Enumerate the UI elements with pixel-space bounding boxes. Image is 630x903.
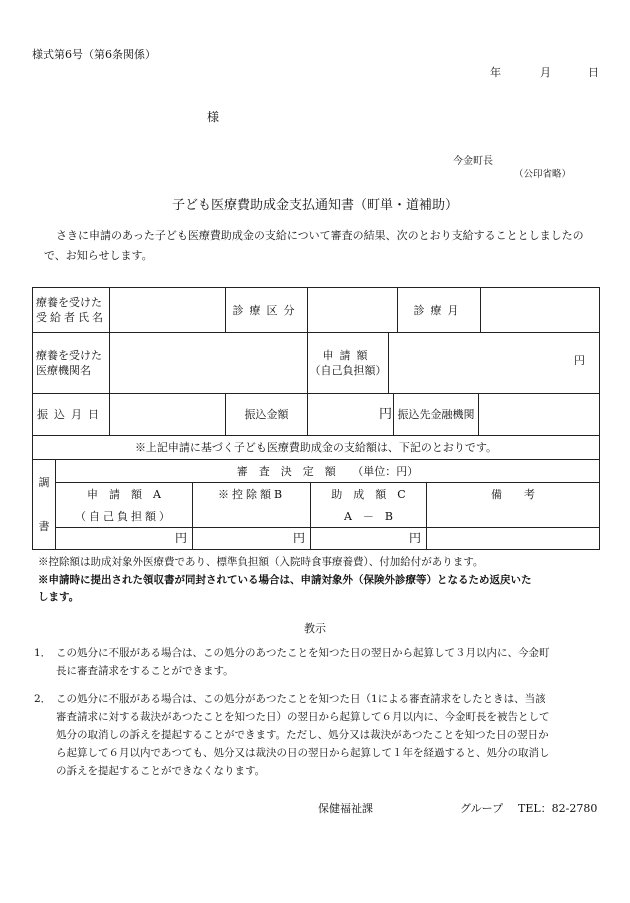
receipt-note-line1: ※申請時に提出された領収書が同封されている場合は、申請対象外（保険外診療等）となるため返戻いた <box>38 574 532 586</box>
addressee-suffix: 様 <box>207 110 220 124</box>
footer-department: 保健福祉課 <box>318 802 373 815</box>
recipient-name-value[interactable] <box>110 288 224 332</box>
review-side-label: 調 書 <box>38 475 50 534</box>
transfer-date-label: 振込月日 <box>37 408 105 421</box>
instruction-item-1: この処分に不服がある場合は、この処分のあつたことを知つた日の翌日から起算して３月以内に、今金町 長に審査請求をすることができます。 <box>56 647 550 677</box>
yen-unit: 円 <box>292 531 305 545</box>
recipient-name-label: 療養を受けた 受給者氏名 <box>36 296 106 324</box>
col-c-value[interactable] <box>311 528 421 549</box>
application-amount-label: 申請額 （自己負担額） <box>309 349 387 377</box>
deduction-note: ※控除額は助成対象外医療費であり、標準負担額（入院時食事療養費）、付加給付があります。 <box>38 556 484 568</box>
treatment-month-value[interactable] <box>481 288 599 332</box>
yen-unit: 円 <box>574 353 585 367</box>
form-number: 様式第6号（第6条関係） <box>32 48 156 61</box>
institution-value[interactable] <box>110 333 306 393</box>
institution-label: 療養を受けた 医療機関名 <box>36 349 102 377</box>
footer-tel: TEL：82-2780 <box>518 802 598 815</box>
transfer-amount-value[interactable] <box>308 394 392 435</box>
col-b-header: ※控除額B <box>217 487 286 501</box>
col-c-header: 助 成 額 C A － B <box>331 487 406 523</box>
yen-unit: 円 <box>378 407 392 422</box>
date-month-label: 月 <box>540 66 551 79</box>
intro-text: さきに申請のあった子ども医療費助成金の支給について審査の結果、次のとおり支給することとしましたので、お知らせします。 <box>44 229 584 262</box>
seal-note: （公印省略） <box>514 169 572 180</box>
date-day-label: 日 <box>588 66 599 79</box>
footer-group: グループ <box>460 802 504 815</box>
application-amount-value[interactable] <box>389 333 585 391</box>
col-remarks-header: 備 考 <box>491 487 535 501</box>
treatment-category-value[interactable] <box>308 288 396 332</box>
date-year-label: 年 <box>490 66 501 79</box>
bank-value[interactable] <box>479 394 599 435</box>
instruction-item-1-num: 1． <box>34 647 52 659</box>
document-title: 子ども医療費助成金支払通知書（町単・道補助） <box>171 198 458 213</box>
col-a-value[interactable] <box>56 528 187 549</box>
transfer-date-value[interactable] <box>110 394 224 435</box>
issuer-name: 今金町長 <box>453 156 493 167</box>
payment-note: ※上記申請に基づく子ども医療費助成金の支給額は、下記のとおりです。 <box>134 441 498 454</box>
col-remarks-value[interactable] <box>427 528 599 549</box>
col-b-value[interactable] <box>193 528 305 549</box>
instruction-item-2: この処分に不服がある場合は、この処分があつたことを知つた日（1による審査請求をしたときは、当該 審査請求に対する裁決があつたことを知つた日）の翌日から起算して６月以内に、今金町長を被告として 処分の取消しの訴えを提起することができます。ただし、処分又は裁決があつたことを知つた日の翌日か ら起算して６月以内であつても、処分又は裁決の日の翌日から起算して１年を経過すると、処分の取消し の訴えを提起することができなくなります。 <box>56 693 550 777</box>
yen-unit: 円 <box>174 531 187 545</box>
treatment-category-label: 診療区分 <box>232 303 301 317</box>
receipt-note-line2: します。 <box>38 591 80 603</box>
instruction-item-2-num: 2． <box>34 693 52 705</box>
col-a-header: 申 請 額 A （自己負担額） <box>75 487 173 523</box>
instruction-heading: 教示 <box>304 622 326 635</box>
transfer-amount-label: 振込金額 <box>244 408 289 421</box>
treatment-month-label: 診療月 <box>413 303 465 317</box>
yen-unit: 円 <box>408 531 421 545</box>
bank-label: 振込先金融機関 <box>397 408 475 421</box>
review-header: 審 査 決 定 額 （単位：円） <box>236 464 419 478</box>
